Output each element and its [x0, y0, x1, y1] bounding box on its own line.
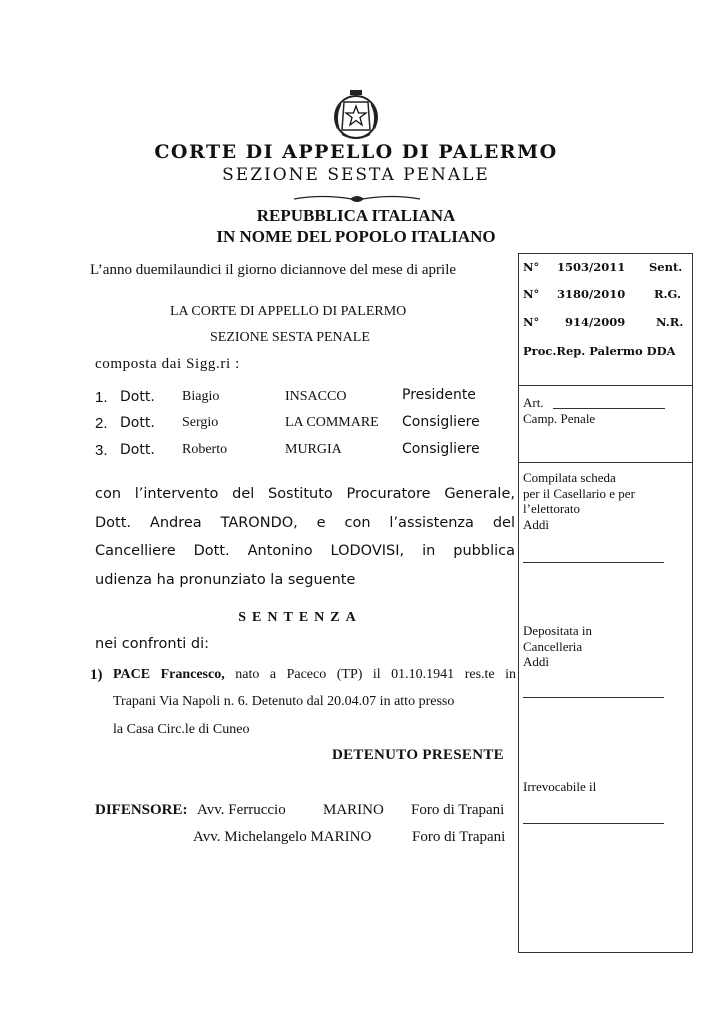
- ornament-divider-icon: [292, 192, 422, 206]
- defendant-birth: nato a Paceco (TP) il 01.10.1941 res.te in: [235, 667, 517, 682]
- article-label: Art.: [523, 395, 544, 410]
- paragraph-line: Dott. Andrea TARONDO, e con l’assistenza del: [95, 514, 515, 531]
- republic-heading: REPUBBLICA ITALIANA: [256, 206, 456, 225]
- judge-first-name: Sergio: [182, 415, 219, 430]
- people-heading: IN NOME DEL POPOLO ITALIANO: [216, 227, 496, 246]
- paragraph-line: con l’intervento del Sostituto Procuratore Generale,: [95, 486, 515, 502]
- irrevocable-date-line: [523, 823, 664, 824]
- sentenza-heading: SENTENZA: [238, 610, 362, 625]
- against-label: nei confronti di:: [95, 636, 210, 652]
- judge-first-name: Biagio: [182, 389, 220, 404]
- defender-bar: Foro di Trapani: [411, 802, 505, 818]
- record-date-line: [523, 562, 664, 563]
- composition-label: composta dai Sigg.ri :: [95, 356, 240, 372]
- date-intro: L’anno duemilaundici il giorno diciannove del mese di aprile: [90, 262, 457, 278]
- sidebar-row-suffix: R.G.: [654, 287, 681, 301]
- judge-last-name: MURGIA: [285, 442, 342, 457]
- deposit-note: [523, 623, 592, 670]
- sidebar-row-label: N°: [523, 287, 540, 301]
- judge-last-name: INSACCO: [285, 389, 347, 404]
- record-note: [523, 470, 635, 532]
- deposit-note-line: Addì: [523, 654, 549, 669]
- court-line: LA CORTE DI APPELLO DI PALERMO: [170, 304, 407, 319]
- defendant-name: PACE Francesco,: [113, 667, 225, 682]
- judge-role: Presidente: [402, 387, 476, 403]
- prosecutor-office: Proc.Rep. Palermo DDA: [523, 344, 676, 358]
- detention-status: DETENUTO PRESENTE: [332, 747, 504, 763]
- sidebar-row-value: 914/2009: [565, 315, 626, 329]
- sidebar-row-suffix: Sent.: [649, 260, 683, 274]
- paragraph-line: udienza ha pronunziato la seguente: [95, 571, 356, 588]
- judge-number: 2.: [95, 415, 108, 432]
- defendant-line-3: la Casa Circ.le di Cuneo: [113, 722, 250, 737]
- sidebar-row-label: N°: [523, 260, 540, 274]
- registry-sidebar: [518, 253, 693, 953]
- sidebar-row-label: N°: [523, 315, 540, 329]
- defender-surname: MARINO: [323, 802, 384, 818]
- record-note-line: Addì: [523, 516, 549, 532]
- penal-field-label: Camp. Penale: [523, 411, 596, 426]
- republic-emblem-icon: [330, 88, 382, 142]
- defender-name: Avv. Michelangelo MARINO: [193, 829, 372, 845]
- defender-name: Avv. Ferruccio: [197, 802, 286, 818]
- sidebar-divider: [518, 462, 693, 463]
- defender-bar: Foro di Trapani: [412, 829, 506, 845]
- judge-last-name: LA COMMARE: [285, 415, 379, 430]
- judge-number: 3.: [95, 442, 108, 459]
- judge-role: Consigliere: [402, 414, 480, 430]
- sidebar-row-suffix: N.R.: [656, 315, 684, 329]
- deposit-date-line: [523, 697, 664, 698]
- defendant-line-1: [113, 667, 516, 683]
- hearing-paragraph: [95, 480, 515, 594]
- judge-first-name: Roberto: [182, 442, 228, 457]
- deposit-note-line: Cancelleria: [523, 638, 583, 654]
- judge-title: Dott.: [120, 389, 155, 405]
- sidebar-divider: [518, 385, 693, 386]
- irrevocable-label: Irrevocabile il: [523, 779, 597, 794]
- sidebar-row-value: 3180/2010: [557, 287, 626, 301]
- defendant-line-2: Trapani Via Napoli n. 6. Detenuto dal 20.04.07 in atto presso: [113, 694, 455, 709]
- judge-title: Dott.: [120, 442, 155, 458]
- section-title: SEZIONE SESTA PENALE: [222, 165, 490, 185]
- record-note-line: Compilata scheda: [523, 470, 616, 485]
- article-blank-line: [553, 408, 665, 409]
- record-note-line: per il Casellario e per: [523, 485, 635, 501]
- record-note-line: l’elettorato: [523, 501, 581, 516]
- judge-number: 1.: [95, 389, 108, 406]
- section-line: SEZIONE SESTA PENALE: [210, 330, 370, 345]
- deposit-note-line: Depositata in: [523, 623, 592, 638]
- defender-label: DIFENSORE:: [95, 802, 188, 818]
- sidebar-row-value: 1503/2011: [557, 260, 626, 274]
- defendant-number: 1): [90, 667, 103, 683]
- judge-title: Dott.: [120, 415, 155, 431]
- paragraph-line: Cancelliere Dott. Antonino LODOVISI, in pubblica: [95, 543, 515, 559]
- court-title: CORTE DI APPELLO DI PALERMO: [154, 141, 558, 163]
- judge-role: Consigliere: [402, 441, 480, 457]
